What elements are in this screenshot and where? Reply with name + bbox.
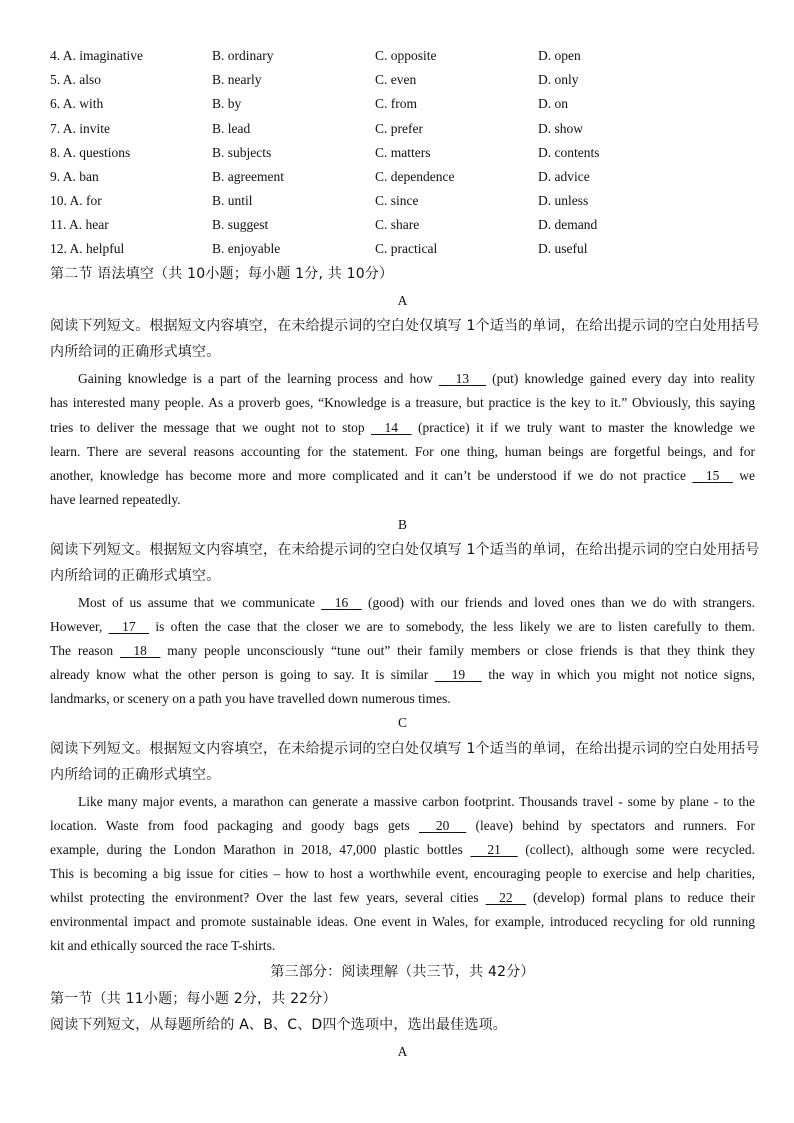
option-b: B. enjoyable xyxy=(212,241,281,256)
option-d: D. only xyxy=(538,72,579,87)
option-b: B. ordinary xyxy=(212,48,274,63)
option-c: C. since xyxy=(375,193,419,208)
option-d: D. on xyxy=(538,96,568,111)
passage-b-line-5: landmarks, or scenery on a path you have travelled down numerous times. xyxy=(50,691,451,706)
option-d: D. demand xyxy=(538,217,598,232)
blank-21[interactable]: 21 xyxy=(487,842,501,857)
option-c: C. from xyxy=(375,96,417,111)
passage-b-line-1: Most of us assume that we communicate 16 (good) with our friends and loved ones than we do with strangers. xyxy=(50,591,755,615)
option-a: 12. A. helpful xyxy=(50,241,125,256)
passage-b-instruction-cont: 内所给词的正确形式填空。 xyxy=(50,568,221,584)
option-d: D. contents xyxy=(538,145,600,160)
option-b: B. nearly xyxy=(212,72,262,87)
passage-a-line-1: Gaining knowledge is a part of the learning process and how 13 (put) knowledge gained every day into reality xyxy=(50,367,755,391)
option-a: 4. A. imaginative xyxy=(50,48,143,63)
passage-c-label: C xyxy=(397,715,407,730)
option-c: C. prefer xyxy=(375,121,423,136)
passage-c-line-1: Like many major events, a marathon can generate a massive carbon footprint. Thousands travel - some by plane - to the xyxy=(78,794,755,809)
option-d: D. advice xyxy=(538,169,590,184)
blank-14[interactable]: 14 xyxy=(384,420,399,435)
option-a: 9. A. ban xyxy=(50,169,99,184)
option-b: B. lead xyxy=(212,121,251,136)
blank-17[interactable]: 17 xyxy=(122,619,136,634)
reading-instruction: 阅读下列短文，从每题所给的 A、B、C、D四个选项中，选出最佳选项。 xyxy=(50,1017,507,1033)
option-b: B. by xyxy=(212,96,242,111)
passage-a-instruction: 阅读下列短文。根据短文内容填空，在未给提示词的空白处仅填写 1个适当的单词，在给出提示词的空白处用括号 xyxy=(50,318,760,334)
passage-c-instruction: 阅读下列短文。根据短文内容填空，在未给提示词的空白处仅填写 1个适当的单词，在给出提示词的空白处用括号 xyxy=(50,741,760,757)
final-passage-label: A xyxy=(397,1044,408,1059)
blank-13[interactable]: 13 xyxy=(455,371,470,386)
option-b: B. suggest xyxy=(212,217,269,232)
option-a: 5. A. also xyxy=(50,72,102,87)
blank-15[interactable]: 15 xyxy=(705,468,720,483)
option-a: 7. A. invite xyxy=(50,121,110,136)
passage-c-line-6: environmental impact and promote sustainable ideas. One event in Wales, for example, introduced recycling for old running xyxy=(50,914,755,929)
passage-b-line-4: already know what the other person is going to say. It is similar 19 the way in which you might not notice signs, xyxy=(50,663,755,687)
passage-a-line-5: another, knowledge has become more and more complicated and it can’t be understood if we do not practice 15 we xyxy=(50,464,755,488)
blank-18[interactable]: 18 xyxy=(133,643,147,658)
passage-b-label: B xyxy=(397,517,407,532)
option-a: 8. A. questions xyxy=(50,145,131,160)
option-c: C. opposite xyxy=(375,48,437,63)
option-c: C. even xyxy=(375,72,417,87)
passage-a-line-2: has interested many people. As a proverb goes, “Knowledge is a treasure, but practice is the key to it.” Obviously, this saying xyxy=(50,395,755,410)
option-d: D. unless xyxy=(538,193,589,208)
passage-c-line-3: example, during the London Marathon in 2018, 47,000 plastic bottles 21 (collect), although some were recycled. xyxy=(50,838,755,862)
option-d: D. useful xyxy=(538,241,588,256)
passage-c-instruction-cont: 内所给词的正确形式填空。 xyxy=(50,767,221,783)
passage-a-line-3: tries to deliver the message that we ought not to stop 14 (practice) it if we truly want to master the knowledge we xyxy=(50,416,755,440)
blank-20[interactable]: 20 xyxy=(435,818,450,833)
passage-c-line-2: location. Waste from food packaging and goody bags gets 20 (leave) behind by spectators and runners. For xyxy=(50,814,755,838)
option-c: C. dependence xyxy=(375,169,455,184)
blank-16[interactable]: 16 xyxy=(334,595,349,610)
option-a: 11. A. hear xyxy=(50,217,109,232)
option-a: 6. A. with xyxy=(50,96,104,111)
section1-heading: 第一节（共 11小题；每小题 2分，共 22分） xyxy=(50,991,337,1007)
option-b: B. subjects xyxy=(212,145,272,160)
section2-heading: 第二节 语法填空（共 10小题；每小题 1分, 共 10分） xyxy=(50,266,394,282)
option-c: C. share xyxy=(375,217,420,232)
passage-b-line-2: However, 17 is often the case that the closer we are to somebody, the less likely we are to listen carefully to them. xyxy=(50,615,755,639)
passage-a-label: A xyxy=(397,293,408,308)
blank-22[interactable]: 22 xyxy=(499,890,513,905)
passage-a-line-4: learn. There are several reasons accounting for the statement. For one thing, human beings are forgetful beings, and for xyxy=(50,444,755,459)
option-d: D. show xyxy=(538,121,584,136)
passage-a-instruction-cont: 内所给词的正确形式填空。 xyxy=(50,344,221,360)
option-d: D. open xyxy=(538,48,581,63)
part3-heading: 第三部分：阅读理解（共三节，共 42分） xyxy=(270,964,535,980)
passage-b-instruction: 阅读下列短文。根据短文内容填空，在未给提示词的空白处仅填写 1个适当的单词，在给出提示词的空白处用括号 xyxy=(50,542,760,558)
blank-19[interactable]: 19 xyxy=(451,667,466,682)
option-b: B. until xyxy=(212,193,253,208)
passage-a-line-6: have learned repeatedly. xyxy=(50,492,181,507)
passage-c-line-4: This is becoming a big issue for cities – how to host a worthwhile event, encouraging people to exercise and help charities, xyxy=(50,866,755,881)
option-c: C. practical xyxy=(375,241,438,256)
option-b: B. agreement xyxy=(212,169,284,184)
option-a: 10. A. for xyxy=(50,193,102,208)
passage-c-line-7: kit and ethically sourced the race T-shirts. xyxy=(50,938,276,953)
passage-b-line-3: The reason 18 many people unconsciously “tune out” their family members or close friends is that they think they xyxy=(50,639,755,663)
option-c: C. matters xyxy=(375,145,431,160)
passage-c-line-5: whilst protecting the environment? Over the last few years, several cities 22 (develop) formal plans to reduce their xyxy=(50,886,755,910)
